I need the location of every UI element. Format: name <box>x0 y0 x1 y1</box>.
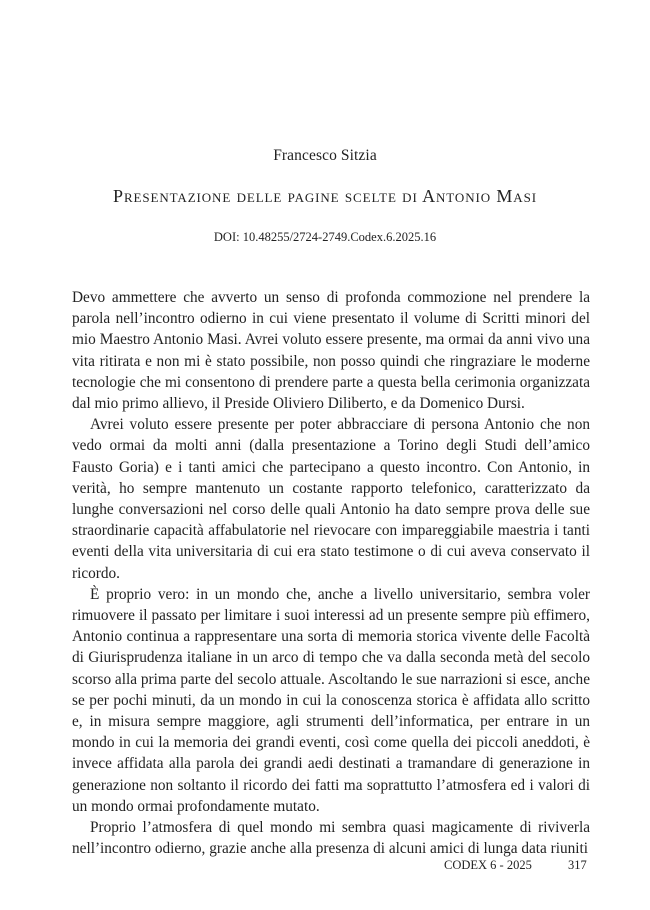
paragraph-1: Devo ammettere che avverto un senso di profonda commozione nel prendere la parola nell’incontro odierno in cui viene presentato il volume di Scritti minori del mio Maestro Antonio Masi. Avrei voluto essere presente, ma ormai da anni vivo una vita ritirata e non mi è stato possibile, non posso quindi che ringraziare le moderne tecnologie che mi consentono di prendere parte a questa bella cerimonia organizzata dal mio primo allievo, il Preside Oliviero Diliberto, e da Domenico Dursi. <box>72 289 590 413</box>
page-number: 317 <box>568 858 587 872</box>
doi-line: DOI: 10.48255/2724-2749.Codex.6.2025.16 <box>213 230 437 244</box>
paragraph-4: Proprio l’atmosfera di quel mondo mi sembra quasi magicamente di riviverla nell’incontro odierno, grazie anche alla presenza di alcuni amici di lunga data riuniti <box>72 819 590 858</box>
paragraph-2: Avrei voluto essere presente per poter abbracciare di persona Antonio che non vedo ormai da molti anni (dalla presentazione a Torino degli Studi dell’amico Fausto Goria) e i tanti amici che partecipano a questo incontro. Con Antonio, in verità, ho sempre mantenuto un costante rapporto telefonico, caratterizzato da lunghe conversazioni nel corso delle quali Antonio ha dato sempre prova delle sue straordinarie capacità affabulatorie nel rievocare con impareggiabile maestria i tanti eventi della vita universitaria di cui era stato testimone o di cui aveva conservato il ricordo. <box>72 416 590 582</box>
author-name: Francesco Sitzia <box>273 147 377 164</box>
paragraph-3: È proprio vero: in un mondo che, anche a livello universitario, sembra voler rimuovere il passato per limitare i suoi interessi ad un presente sempre più effimero, Antonio continua a rappresentare una sorta di memoria storica vivente delle Facoltà di Giurisprudenza italiane in un arco di tempo che va dalla seconda metà del secolo scorso alla prima parte del secolo attuale. Ascoltando le sue narrazioni si esce, anche se per pochi minuti, da un mondo in cui la conoscenza storica è affidata allo scritto e, in misura sempre maggiore, agli strumenti dell’informatica, per entrare in un mondo in cui la memoria dei grandi eventi, così come quella dei piccoli aneddoti, è invece affidata alla parola dei grandi aedi destinati a tramandare di generazione in generazione non soltanto il ricordo dei fatti ma soprattutto l’atmosfera ed i valori di un mondo ormai profondamente mutato. <box>72 585 590 815</box>
journal-issue: CODEX 6 - 2025 <box>444 858 532 872</box>
article-body <box>72 287 590 859</box>
article-title: Presentazione delle pagine scelte di Antonio Masi <box>113 186 537 206</box>
